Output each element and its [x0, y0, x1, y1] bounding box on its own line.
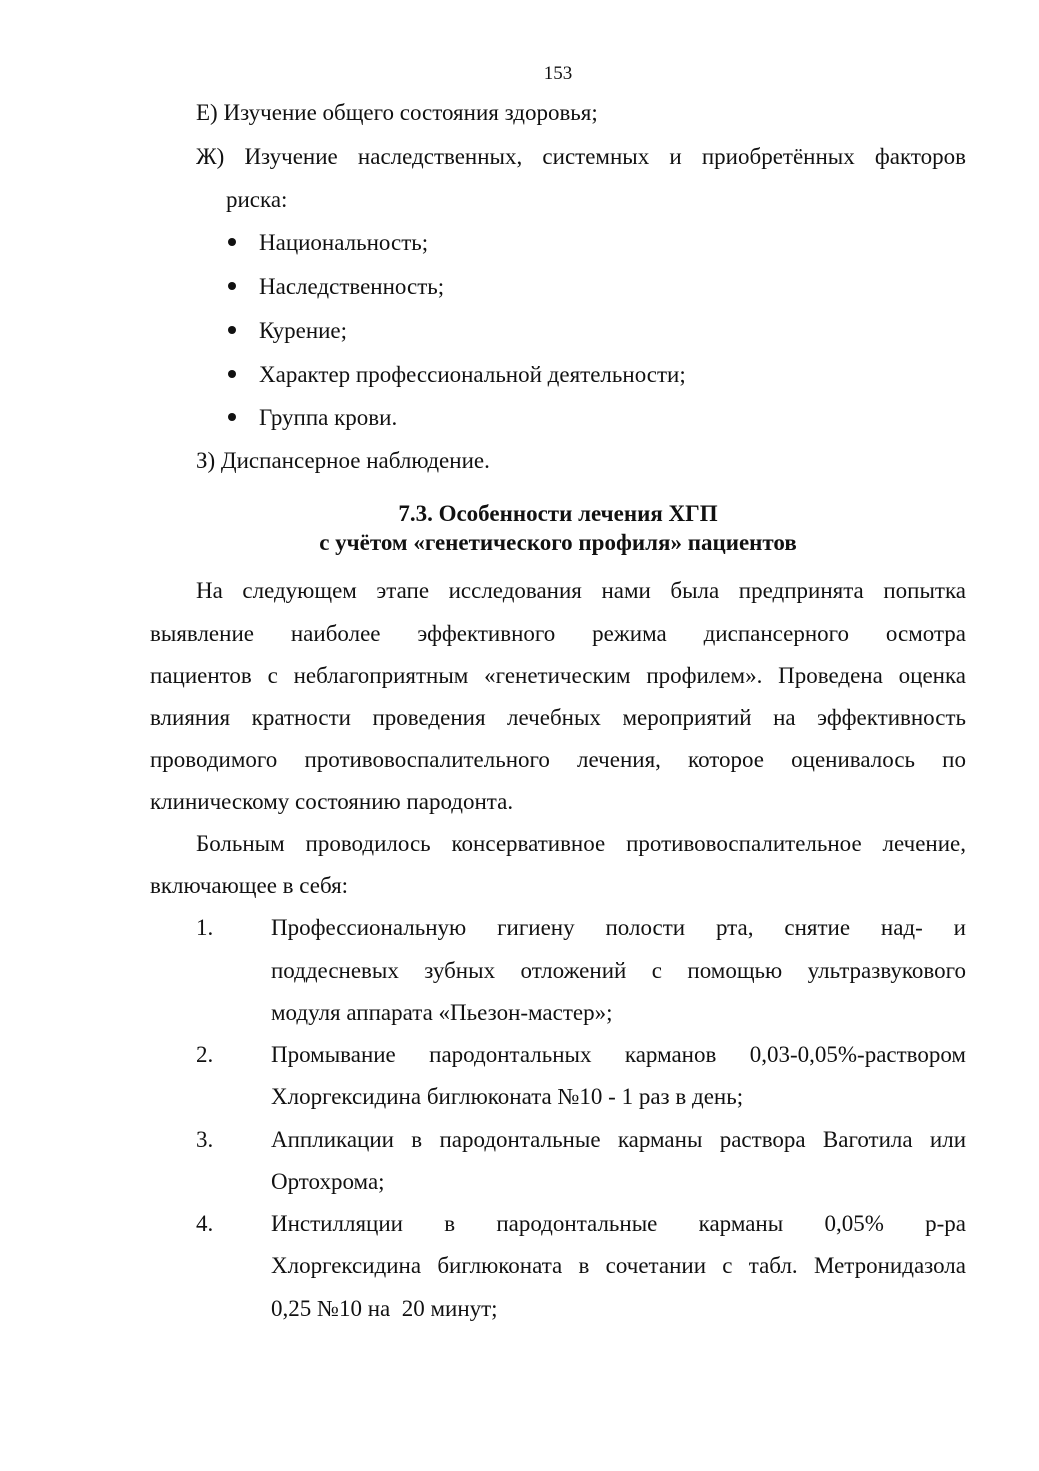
list-item-line: Инстилляции в пародонтальные карманы 0,05% р-ра [271, 1211, 966, 1236]
paragraph-line: пациентов с неблагоприятным «генетическим профилем». Проведена оценка [150, 663, 966, 688]
bullet-icon [228, 370, 236, 378]
list-item-line: модуля аппарата «Пьезон-мастер»; [271, 1000, 613, 1025]
bullet-icon [228, 413, 236, 421]
list-item-line: Хлоргексидина биглюконата №10 - 1 раз в день; [271, 1084, 744, 1109]
paragraph-line: выявление наиболее эффективного режима диспансерного осмотра [150, 621, 966, 646]
bullet-icon [228, 282, 236, 290]
list-item: Национальность; [259, 230, 429, 255]
paragraph-line: Больным проводилось консервативное противовоспалительное лечение, [196, 831, 966, 856]
list-item-line: поддесневых зубных отложений с помощью ультразвукового [271, 958, 966, 983]
item-zh-line2: риска: [226, 187, 288, 212]
list-item-line: Ортохрома; [271, 1169, 385, 1194]
item-z: З) Диспансерное наблюдение. [196, 448, 490, 473]
list-number: 2. [196, 1042, 214, 1067]
paragraph-line: На следующем этапе исследования нами была предпринята попытка [196, 578, 966, 603]
list-item: Группа крови. [259, 405, 398, 430]
list-item: Характер профессиональной деятельности; [259, 362, 686, 387]
list-item-line: Профессиональную гигиену полости рта, снятие над- и [271, 915, 966, 940]
paragraph-line: включающее в себя: [150, 873, 349, 898]
paragraph-line: проводимого противовоспалительного лечения, которое оценивалось по [150, 747, 966, 772]
bullet-icon [228, 238, 236, 246]
section-title-line1: 7.3. Особенности лечения ХГП [398, 501, 718, 526]
list-item-line: 0,25 №10 на 20 минут; [271, 1296, 498, 1321]
list-item-line: Промывание пародонтальных карманов 0,03-0,05%-раствором [271, 1042, 966, 1067]
list-number: 3. [196, 1127, 214, 1152]
bullet-icon [228, 326, 236, 334]
item-zh-line1: Ж) Изучение наследственных, системных и приобретённых факторов [196, 144, 966, 169]
list-item: Курение; [259, 318, 348, 343]
paragraph-line: влияния кратности проведения лечебных мероприятий на эффективность [150, 705, 966, 730]
list-item-line: Аппликации в пародонтальные карманы раствора Ваготила или [271, 1127, 966, 1152]
item-e: Е) Изучение общего состояния здоровья; [196, 100, 598, 125]
list-item-line: Хлоргексидина биглюконата в сочетании с табл. Метронидазола [271, 1253, 966, 1278]
list-number: 4. [196, 1211, 214, 1236]
section-title-line2: с учётом «генетического профиля» пациентов [319, 530, 797, 555]
list-item: Наследственность; [259, 274, 445, 299]
list-number: 1. [196, 915, 214, 940]
paragraph-line: клиническому состоянию пародонта. [150, 789, 514, 814]
page-number: 153 [543, 63, 573, 84]
